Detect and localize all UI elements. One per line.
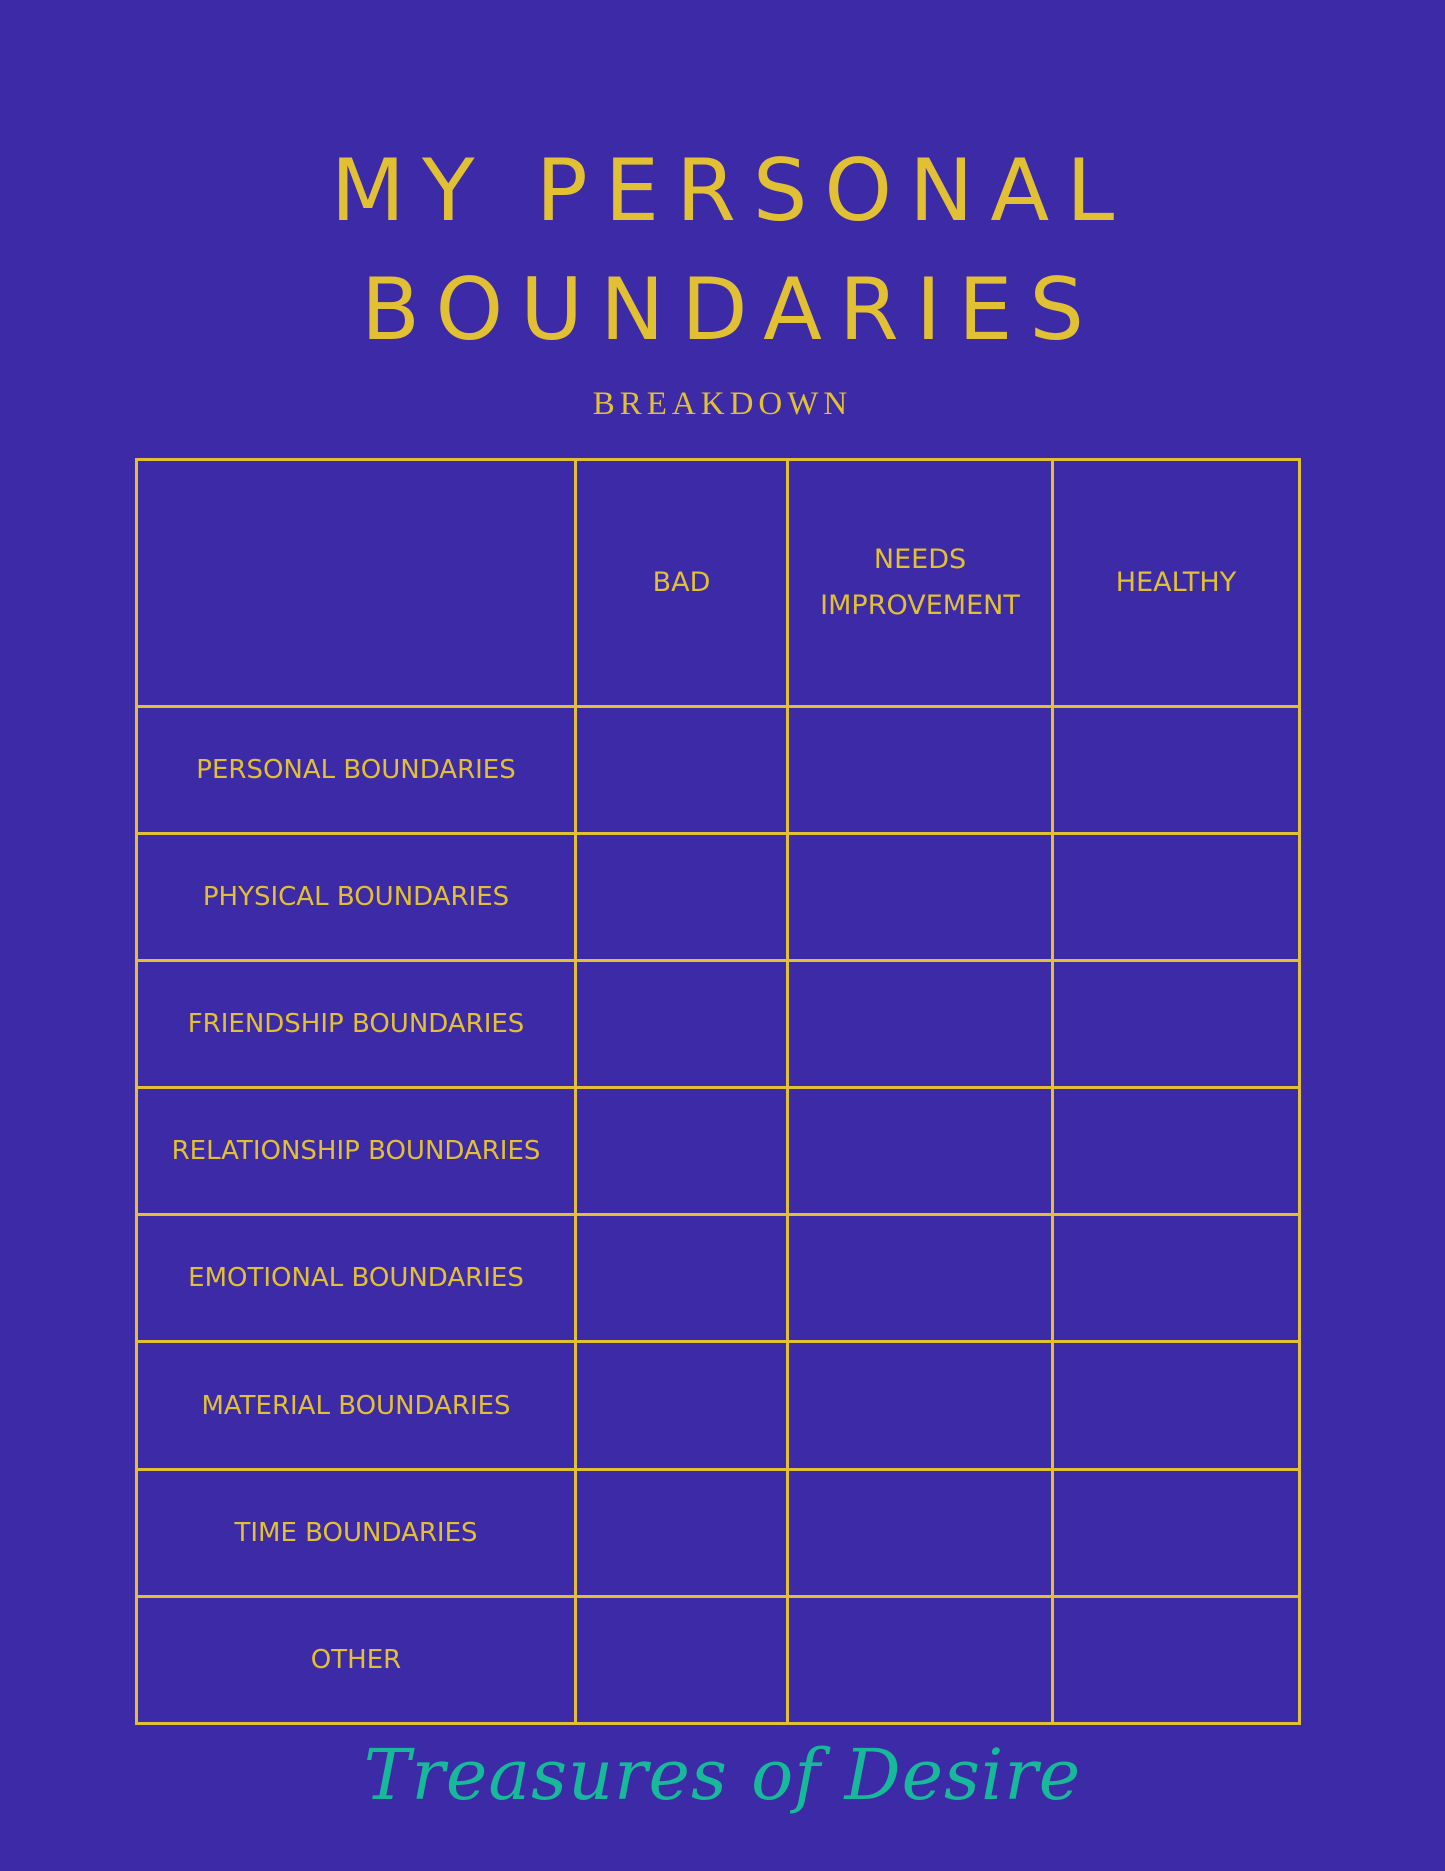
cell-healthy[interactable] [1053,1342,1300,1469]
page-title-line-2: BOUNDARIES [360,260,1102,360]
table-row [137,1469,1300,1596]
cell-bad[interactable] [576,1596,788,1723]
cell-healthy[interactable] [1053,960,1300,1087]
cell-needs-improvement[interactable] [788,1215,1053,1342]
row-label-material: MATERIAL BOUNDARIES [137,1342,576,1469]
row-label-emotional: EMOTIONAL BOUNDARIES [137,1215,576,1342]
cell-needs-improvement[interactable] [788,706,1053,833]
row-label-friendship: FRIENDSHIP BOUNDARIES [137,960,576,1087]
cell-bad[interactable] [576,1215,788,1342]
row-label-physical: PHYSICAL BOUNDARIES [137,833,576,960]
cell-needs-improvement[interactable] [788,1088,1053,1215]
header-needs-improvement: NEEDS IMPROVEMENT [788,460,1053,707]
cell-healthy[interactable] [1053,1596,1300,1723]
cell-healthy[interactable] [1053,833,1300,960]
cell-needs-improvement[interactable] [788,960,1053,1087]
table-row [137,833,1300,960]
cell-needs-improvement[interactable] [788,1342,1053,1469]
cell-bad[interactable] [576,1088,788,1215]
cell-healthy[interactable] [1053,1088,1300,1215]
row-label-other: OTHER [137,1596,576,1723]
cell-healthy[interactable] [1053,1215,1300,1342]
cell-bad[interactable] [576,706,788,833]
table-row [137,960,1300,1087]
table-row [137,1088,1300,1215]
row-label-time: TIME BOUNDARIES [137,1469,576,1596]
row-label-personal: PERSONAL BOUNDARIES [137,706,576,833]
brand-signature: Treasures of Desire [363,1734,1082,1816]
cell-needs-improvement[interactable] [788,1596,1053,1723]
header-empty-cell [137,460,576,707]
cell-bad[interactable] [576,1469,788,1596]
table-row [137,1342,1300,1469]
row-label-relationship: RELATIONSHIP BOUNDARIES [137,1088,576,1215]
header-healthy: HEALTHY [1053,460,1300,707]
cell-needs-improvement[interactable] [788,1469,1053,1596]
cell-healthy[interactable] [1053,1469,1300,1596]
table-header-row [137,460,1300,707]
table-row [137,706,1300,833]
table-row [137,1596,1300,1723]
table-row [137,1215,1300,1342]
cell-bad[interactable] [576,1342,788,1469]
header-bad: BAD [576,460,788,707]
cell-healthy[interactable] [1053,706,1300,833]
page-subtitle: BREAKDOWN [592,386,853,422]
page-title-line-1: MY PERSONAL [330,141,1132,241]
cell-needs-improvement[interactable] [788,833,1053,960]
boundaries-table [135,458,1301,1725]
cell-bad[interactable] [576,960,788,1087]
cell-bad[interactable] [576,833,788,960]
